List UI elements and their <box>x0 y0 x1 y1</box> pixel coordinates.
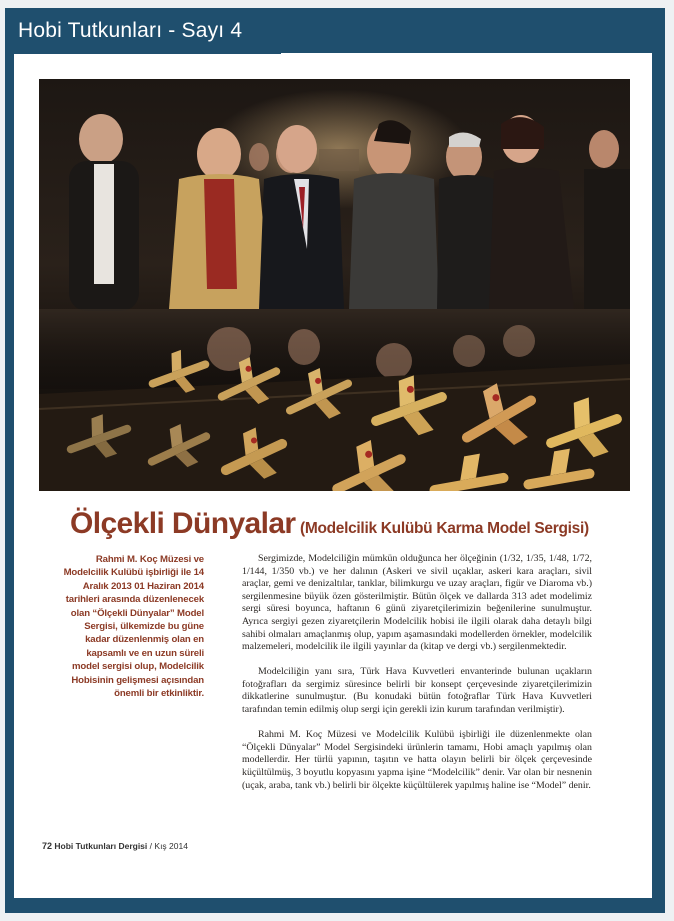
page-number: 72 <box>42 841 53 851</box>
article-body <box>242 553 592 805</box>
magazine-name: Hobi Tutkunları Dergisi <box>54 841 148 851</box>
issue-season: Kış 2014 <box>154 841 188 851</box>
exhibition-photo <box>39 79 630 491</box>
article-title <box>70 507 630 541</box>
body-paragraph: Modelciliğin yanı sıra, Türk Hava Kuvvetleri envanterinde bulunan uçakların fotoğrafları da sergimiz süresince belirli bir konsept çerçevesinde ziyaretçilerimizin dikkatlerine sunulmuştur. (Bu konudaki bütün fotoğraflar Türk Hava Kuvvetleri tarafından temin edilmiş olup sergi için gerekli izin kurum tarafından verilmiştir). <box>242 666 592 716</box>
article-title-main: Ölçekli Dünyalar <box>70 507 296 540</box>
lead-paragraph: Rahmi M. Koç Müzesi ve Modelcilik Kulübü işbirliği ile 14 Aralık 2013 01 Haziran 2014 tarihleri arasında düzenlenecek olan “Ölçekli Dünyalar” Model Sergisi, ülkemizde bu güne kadar düzenlenmiş olan en kapsamlı ve en uzun süreli model sergisi olup, Modelcilik Hobisinin gelişmesi açısından önemli bir etkinliktir. <box>63 554 204 700</box>
article-subtitle: (Modelcilik Kulübü Karma Model Sergisi) <box>299 520 589 537</box>
page-footer <box>42 841 188 851</box>
body-paragraph: Rahmi M. Koç Müzesi ve Modelcilik Kulübü işbirliği ile düzenlenmekte olan “Ölçekli Dünyalar” Model Sergisindeki ürünlerin tamamı, Hobi amaçlı yapılmış olan modellerdir. Her türlü yapının, taşıtın ve hatta olayın belirli bir ölçek çerçevesinde küçültülmüş, 3 boyutlu kopyasını yapma işine “Modelcilik” denir. Var olan bir nesnenin (uçak, araba, tank vb.) belirli bir ölçekte küçültülerek yapılmış haline ise “Model” denir. <box>242 729 592 791</box>
footer-separator: / <box>149 841 153 851</box>
issue-banner: Hobi Tutkunları - Sayı 4 <box>5 8 281 54</box>
body-paragraph: Sergimizde, Modelciliğin mümkün olduğunca her ölçeğinin (1/32, 1/35, 1/48, 1/72, 1/144, 1/350 vb.) ve her dalının (Askeri ve sivil uçaklar, askeri kara araçları, sivil araçlar, gemi ve denizaltılar, tanklar, bilimkurgu ve uzay araçları, figür ve Diaroma vb.) sergilenmesine büyük özen gösterilmiştir. Bütün ölçek ve dallarda 313 adet modelimiz sergi süresi boyunca, haftanın 6 günü ziyaretçilerimizin beğenilerine sunulmuştur. Ayrıca sergiyi gezen ziyaretçilerin Modelcilik hobisi ile ilgili olarak daha detaylı bilgi sahibi olmaları amaçlanmış olup, yapım aşamasındaki modellerden örnekler, modelcilik malzemeleri, modelcilik ile ilgili yayınlar da (kitap ve dergi vb.) sergilenmektedir. <box>242 553 592 653</box>
